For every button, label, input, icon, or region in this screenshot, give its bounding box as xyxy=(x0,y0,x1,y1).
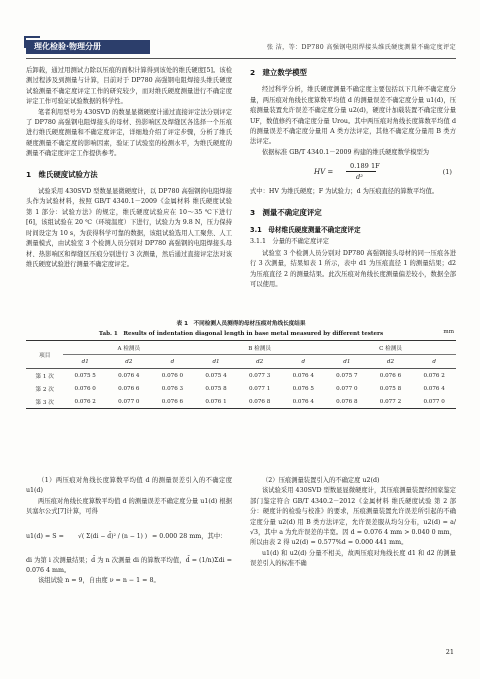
paragraph: u1(d) 和 u2(d) 分量不相关，故两压痕对角线长度 d1 和 d2 的测量误差引入的标准不确 xyxy=(250,549,456,568)
left-column-bottom xyxy=(26,476,232,587)
paragraph: 后卸载，通过用测试力除以压痕的面积计算得到该处的维氏硬度[5]。该检测过程涉及到测量与计算，目前对于 DP780 高强钢电阻焊接头维氏硬度试验测量不确定度评定工作的研究较少，而对维氏硬度测量进行不确定度评定工作可验证试验数据的科学性。 xyxy=(26,67,232,106)
paragraph: 试验采用 430SVD 型数显显微硬度计，以 DP780 高强钢的电阻焊接头作为试验材料，按照 GB/T 4340.1－2009《金属材料 维氏硬度试验 第 1 部分：试验方法》的规定，维氏硬度试验应在 10～35 ℃下进行[6]，该组试验在 20 ℃（环境温度）下进行，试验力为 9.8 N，压力保持时间设定为 10 s，为获得科学可靠的数据，该组试验选用人工聚焦、人工测量模式，由试验室 3 个检测人员分别对 DP780 高强钢的电阻焊接头母材、热影响区和焊缝区压痕分别进行 3 次测量，然后通过直接评定法对该维氏硬度试验进行测量不确定度评定。 xyxy=(26,188,232,268)
right-column xyxy=(250,66,456,291)
table-cell: 0.075 4 xyxy=(205,372,227,379)
table-row xyxy=(26,369,456,383)
right-column-bottom xyxy=(250,476,456,570)
table-cell: 0.077 2 xyxy=(369,395,413,409)
table-cell: 0.077 1 xyxy=(248,385,271,392)
table-cell: 0.076 0 xyxy=(161,372,184,379)
paragraph: 经过科学分析，维氏硬度测量不确定度主要包括以下几种不确定度分量，两压痕对角线长度算数平均值 d 的测量误差不确定度分量 u1(d)，压痕测量装置允许误差不确定度分量 u2(d)，硬度计加载装置不确定度分量 UF，数值修约不确定度分量 Urou。其中两压痕对角线长度算数平均值 d 的测量误差不确定度分量用 A 类方法评定，其他不确定度分量用 B 类方法评定。 xyxy=(250,86,456,146)
subsubsection-heading: 3.1.1 分量的不确定度评定 xyxy=(250,238,329,246)
table-caption-cn: 表 1 不同检测人员测得的母材压痕对角线长度结果 xyxy=(176,321,306,327)
table-cell: 0.076 6 xyxy=(151,395,195,409)
row-label: 第 3 次 xyxy=(26,395,63,409)
table-cell: 0.076 4 xyxy=(281,395,325,409)
table-subheader: d1 xyxy=(63,355,107,369)
header-rule xyxy=(26,58,456,59)
table-cell: 0.077 3 xyxy=(248,372,271,379)
paragraph: 式中：HV 为维氏硬度；F 为试验力；d 为压痕直径的算数平均值。 xyxy=(250,188,439,196)
table-cell: 0.077 0 xyxy=(107,395,151,409)
table-caption-en xyxy=(26,329,456,337)
table-subheader: d2 xyxy=(369,355,413,369)
subsection-heading: 3.1 母材维氏硬度测量不确定度评定 xyxy=(250,226,361,235)
table-cell: 0.075 7 xyxy=(336,372,358,379)
equation-bessel xyxy=(26,520,232,554)
table-cell: 0.077 0 xyxy=(412,395,456,409)
table-cell: 0.075 8 xyxy=(205,385,227,392)
paragraph: （1）两压痕对角线长度算数平均值 d 的测量误差引入的不确定度 u1(d) xyxy=(26,477,232,495)
table-1 xyxy=(26,319,456,409)
equation-number: (1) xyxy=(442,168,452,177)
table-cell: 0.076 8 xyxy=(238,395,282,409)
paragraph: （2）压痕测量装置引入的不确定度 u2(d) xyxy=(262,477,380,484)
equation-denominator: d² xyxy=(356,173,363,182)
page-number: 21 xyxy=(445,648,454,656)
table-cell: 0.076 4 xyxy=(292,372,314,379)
table-unit: mm xyxy=(443,329,454,335)
table-cell: 0.075 8 xyxy=(379,385,402,392)
equation-lhs: HV = xyxy=(314,168,334,177)
table-row xyxy=(26,382,456,395)
table-caption-en-text: Tab. 1 Results of indentation diagonal length in base metal measured by different testers xyxy=(98,331,384,337)
table-header-item: 项目 xyxy=(26,341,63,369)
table-subheader: d1 xyxy=(325,355,369,369)
left-column xyxy=(26,66,232,270)
table-cell: 0.076 4 xyxy=(423,385,445,392)
table-cell: 0.075 5 xyxy=(74,372,96,379)
section-heading: 3 测量不确定度评定 xyxy=(250,207,322,217)
row-label: 第 1 次 xyxy=(35,373,54,380)
section-heading: 2 建立数学模型 xyxy=(250,68,307,77)
paragraph: 试验室 3 个检测人员分别对 DP780 高强钢接头母材的同一压痕各进行 3 次测量，结果如表 1 所示，表中 d1 为压痕直径 1 的测量结果；d2 为压痕直径 2 的测量结果。此次压痕对角线长度测量偏差较小，数据全部可以使用。 xyxy=(250,249,456,289)
paragraph: 笔者利用型号为 430SVD 的数显显微硬度计通过直接评定法分别评定了 DP780 高强钢电阻焊接头的母材、热影响区及焊缝区各选择一个压痕进行维氏硬度测量和不确定度评定，详细地介绍了评定步骤，分析了维氏硬度测量不确定度的影响因素，验证了试验室的检测水平，为维氏硬度的测量不确定度评定工作提供参考。 xyxy=(26,108,232,158)
paragraph: 依据标准 GB/T 4340.1－2009 构建的维氏硬度数学模型为 xyxy=(262,148,430,156)
table-subheader: d1 xyxy=(194,355,238,369)
equation-1 xyxy=(250,161,456,183)
table-subheader: d xyxy=(151,355,195,369)
paragraph: di 为第 i 次测量结果；d̄ 为 n 次测量 di 的算数平均值，d̄ = (1/n)Σdi = 0.076 4 mm。 xyxy=(26,556,232,575)
equation-numerator: 0.189 1F xyxy=(350,162,380,171)
table-subheader: d2 xyxy=(107,355,151,369)
table-cell: 0.076 8 xyxy=(325,395,369,409)
equation-result: = 0.000 28 mm，其中： xyxy=(152,532,227,540)
table-header-group: B 检测员 xyxy=(194,341,325,355)
paragraph: 该组试验 n = 9，自由度 ν = n − 1 = 8。 xyxy=(38,577,160,585)
table-subheader: d xyxy=(412,355,456,369)
table-subheader: d2 xyxy=(238,355,282,369)
journal-logo: 理化检验·物理分册 xyxy=(26,40,150,54)
table-cell: 0.076 5 xyxy=(292,385,314,392)
table-cell: 0.077 0 xyxy=(336,385,358,392)
table-cell: 0.076 6 xyxy=(118,385,140,392)
table-cell: 0.076 1 xyxy=(194,395,238,409)
paragraph: 两压痕对角线长度算数平均值 d 的测量误差不确定度分量 u1(d) 根据贝塞尔公式[7]计算，可得 xyxy=(26,497,232,516)
running-head: 张 洁，等：DP780 高强钢电阻焊接头维氏硬度测量不确定度评定 xyxy=(266,44,456,51)
page-header xyxy=(26,40,456,56)
table-cell: 0.076 2 xyxy=(423,372,445,379)
table-cell: 0.076 4 xyxy=(118,372,140,379)
equation-body: √( Σ(di − d̄)² / (n − 1) ) xyxy=(78,532,148,540)
table-cell: 0.076 2 xyxy=(63,395,107,409)
table-header-group: C 检测员 xyxy=(325,341,456,355)
section-heading: 1 维氏硬度试验方法 xyxy=(26,169,98,179)
row-label: 第 2 次 xyxy=(35,386,54,393)
table-row xyxy=(26,395,456,409)
table-cell: 0.076 0 xyxy=(74,385,96,392)
equation-lhs: u1(d) = S = xyxy=(26,532,64,540)
data-table xyxy=(26,340,456,409)
table-subheader: d xyxy=(281,355,325,369)
table-cell: 0.076 3 xyxy=(161,385,184,392)
table-header-group: A 检测员 xyxy=(63,341,194,355)
paragraph: 该试验采用 430SVD 型数显显微硬度计，其压痕测量装置经国家鉴定部门鉴定符合 GB/T 4340.2－2012《金属材料 维氏硬度试验 第 2 部分：硬度计的检验与校准》的要求，压痕测量装置允许误差所引起的不确定度分量 u2(d) 用 B 类方法评定，允许误差服从均匀分布，u2(d) = a/√3，其中 a 为允许误差的半宽。因 d = 0.076 4 mm > 0.040 0 mm，所以由表 2 得 u2(d) = 0.577%d = 0.000 441 mm。 xyxy=(250,487,456,547)
table-cell: 0.076 6 xyxy=(379,372,402,379)
